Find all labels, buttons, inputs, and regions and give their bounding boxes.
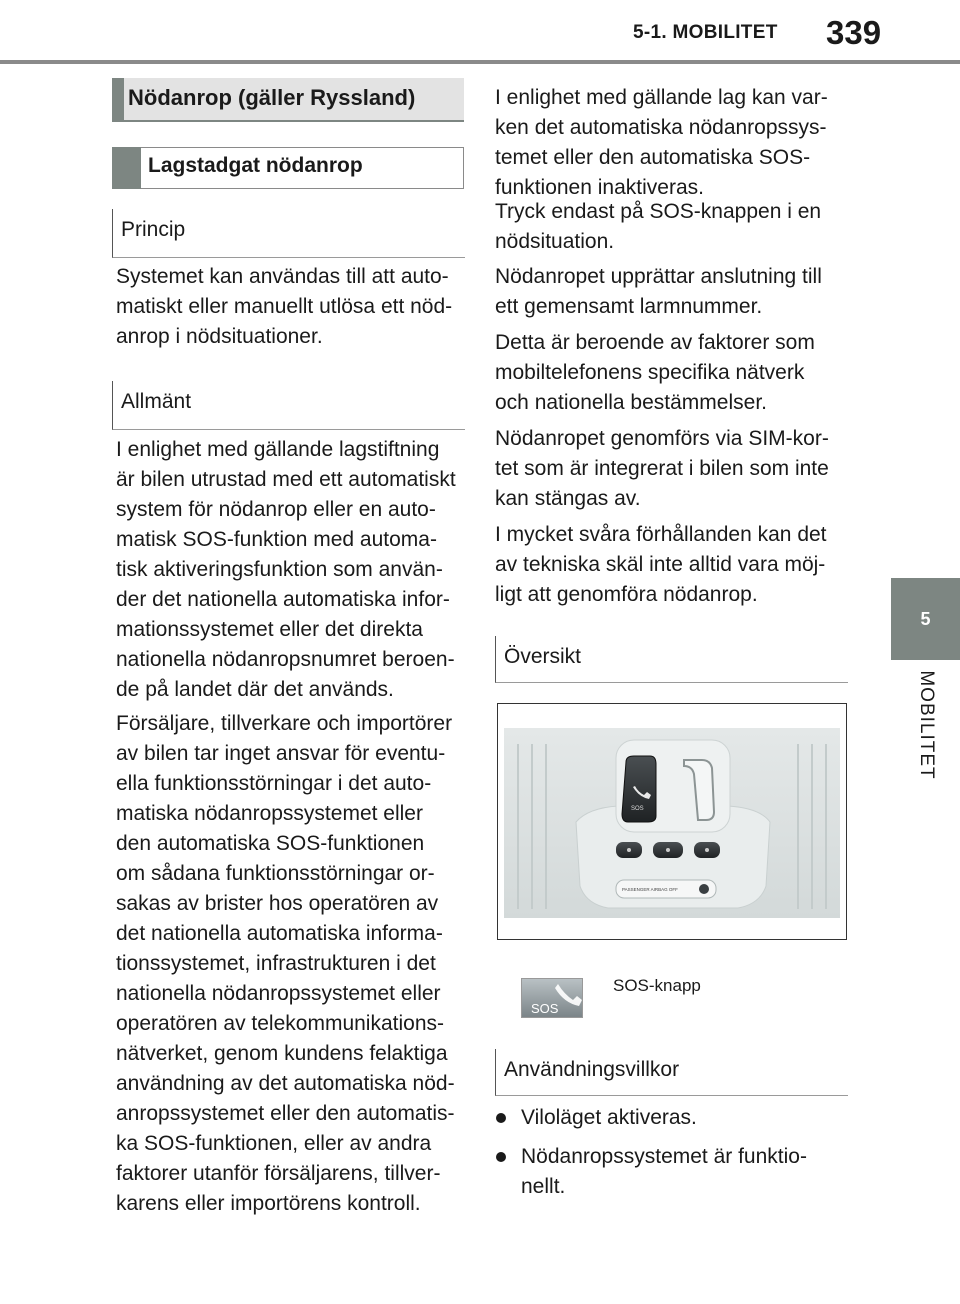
subheading-overview-text: Översikt bbox=[504, 645, 582, 668]
right-paragraph-3 bbox=[495, 262, 822, 322]
text-line: operatören av telekommunikations- bbox=[116, 1012, 445, 1035]
text-line: tet som är integrerat i bilen som inte bbox=[495, 457, 829, 480]
text-line: är bilen utrustad med ett automatiskt bbox=[116, 468, 456, 491]
text-line: och nationella bestämmelser. bbox=[495, 391, 767, 414]
section-heading-sub-text: Lagstadgat nödanrop bbox=[148, 154, 363, 177]
text-line: faktorer utanför försäljarens, tillver- bbox=[116, 1162, 441, 1185]
general-paragraph-1 bbox=[116, 435, 456, 705]
text-line: om sådana funktionsstörningar or- bbox=[116, 862, 435, 885]
text-line: kan stängas av. bbox=[495, 487, 641, 510]
text-line: den automatiska SOS-funktionen bbox=[116, 832, 425, 855]
header-divider bbox=[0, 60, 960, 64]
subheading-conditions-text: Användningsvillkor bbox=[504, 1058, 680, 1081]
text-line: I enlighet med gällande lag kan var- bbox=[495, 86, 828, 109]
text-line: temet eller den automatiska SOS- bbox=[495, 146, 811, 169]
text-line: mationssystemet eller det direkta bbox=[116, 618, 423, 641]
text-line: I enlighet med gällande lagstiftning bbox=[116, 438, 440, 461]
subheading-overview bbox=[495, 636, 848, 683]
text-line: ligt att genomföra nödanrop. bbox=[495, 583, 758, 606]
text-line: Nödanropet genomförs via SIM-kor- bbox=[495, 427, 829, 450]
conditions-list bbox=[496, 1103, 846, 1203]
sos-icon-label: SOS bbox=[531, 1001, 559, 1016]
text-line: ett gemensamt larmnummer. bbox=[495, 295, 763, 318]
text-line: anropssystemet eller den automatis- bbox=[116, 1102, 455, 1125]
bullet-dot bbox=[496, 1152, 506, 1162]
right-paragraph-2 bbox=[495, 197, 821, 257]
text-line: det nationella automatiska informa- bbox=[116, 922, 443, 945]
text-line: nationella nödanropsnumret beroen- bbox=[116, 648, 455, 671]
figure-panel-text: PASSENGER AIRBAG OFF bbox=[622, 887, 678, 892]
text-line: anrop i nödsituationer. bbox=[116, 325, 323, 348]
text-line: system för nödanrop eller en auto- bbox=[116, 498, 436, 521]
list-item-continuation: nellt. bbox=[521, 1175, 566, 1198]
text-line: av bilen tar inget ansvar för eventu- bbox=[116, 742, 446, 765]
general-paragraph-2 bbox=[116, 709, 455, 1219]
text-line: nätverket, genom kundens felaktiga bbox=[116, 1042, 448, 1065]
section-heading-sub bbox=[112, 147, 464, 189]
list-item: Viloläget aktiveras. bbox=[521, 1106, 697, 1129]
sos-button-icon bbox=[521, 978, 583, 1018]
text-line: användning av det automatiska nöd- bbox=[116, 1072, 455, 1095]
text-line: matiskt eller manuellt utlösa ett nöd- bbox=[116, 295, 453, 318]
right-paragraph-4 bbox=[495, 328, 815, 418]
phone-icon bbox=[522, 979, 582, 1017]
right-paragraph-1 bbox=[495, 83, 828, 203]
text-line: funktionen inaktiveras. bbox=[495, 176, 704, 199]
text-line: ka SOS-funktionen, eller av andra bbox=[116, 1132, 432, 1155]
text-line: mobiltelefonens specifika nätverk bbox=[495, 361, 805, 384]
section-heading-main-text: Nödanrop (gäller Ryssland) bbox=[128, 85, 416, 110]
text-line: sakas av brister hos operatören av bbox=[116, 892, 439, 915]
text-line: karens eller importörens kontroll. bbox=[116, 1192, 421, 1215]
subheading-principle-text: Princip bbox=[121, 218, 186, 241]
page-number: 339 bbox=[826, 14, 882, 51]
sos-button-caption: SOS-knapp bbox=[613, 976, 701, 995]
text-line: matisk SOS-funktion med automa- bbox=[116, 528, 437, 551]
principle-paragraph bbox=[116, 262, 452, 352]
chapter-tab-label-text: MOBILITET bbox=[915, 670, 937, 780]
text-line: av tekniska skäl inte alltid vara möj- bbox=[495, 553, 826, 576]
text-line: nationella nödanropssystemet eller bbox=[116, 982, 441, 1005]
overhead-console-figure bbox=[497, 703, 847, 940]
figure-sos-label: SOS bbox=[631, 806, 644, 812]
heading-accent-bar bbox=[112, 147, 141, 189]
chapter-tab-number: 5 bbox=[891, 578, 960, 660]
text-line: Tryck endast på SOS-knappen i en bbox=[495, 200, 822, 223]
text-line: der det nationella automatiska infor- bbox=[116, 588, 450, 611]
text-line: nödsituation. bbox=[495, 230, 615, 253]
subheading-general bbox=[112, 381, 465, 430]
text-line: tionssystemet, infrastrukturen i det bbox=[116, 952, 436, 975]
text-line: ken det automatiska nödanropssys- bbox=[495, 116, 827, 139]
text-line: Försäljare, tillverkare och importörer bbox=[116, 712, 453, 735]
heading-accent-bar bbox=[112, 78, 124, 122]
subheading-conditions bbox=[495, 1049, 848, 1096]
text-line: Detta är beroende av faktorer som bbox=[495, 331, 815, 354]
overhead-console-illustration bbox=[498, 704, 846, 939]
bullet-dot bbox=[496, 1113, 506, 1123]
text-line: Nödanropet upprättar anslutning till bbox=[495, 265, 822, 288]
header-section-title: 5-1. MOBILITET bbox=[633, 22, 778, 43]
right-paragraph-5 bbox=[495, 424, 829, 514]
text-line: tisk aktiveringsfunktion som använ- bbox=[116, 558, 443, 581]
text-line: Systemet kan användas till att auto- bbox=[116, 265, 449, 288]
text-line: de på landet där det används. bbox=[116, 678, 394, 701]
subheading-general-text: Allmänt bbox=[121, 390, 192, 413]
text-line: ella funktionsstörningar i det auto- bbox=[116, 772, 432, 795]
section-heading-main bbox=[112, 78, 464, 122]
text-line: matiska nödanropssystemet eller bbox=[116, 802, 423, 825]
right-paragraph-6 bbox=[495, 520, 827, 610]
chapter-tab-label bbox=[891, 660, 960, 800]
subheading-principle bbox=[112, 209, 465, 258]
list-item: Nödanropssystemet är funktio- bbox=[521, 1145, 807, 1168]
text-line: I mycket svåra förhållanden kan det bbox=[495, 523, 827, 546]
